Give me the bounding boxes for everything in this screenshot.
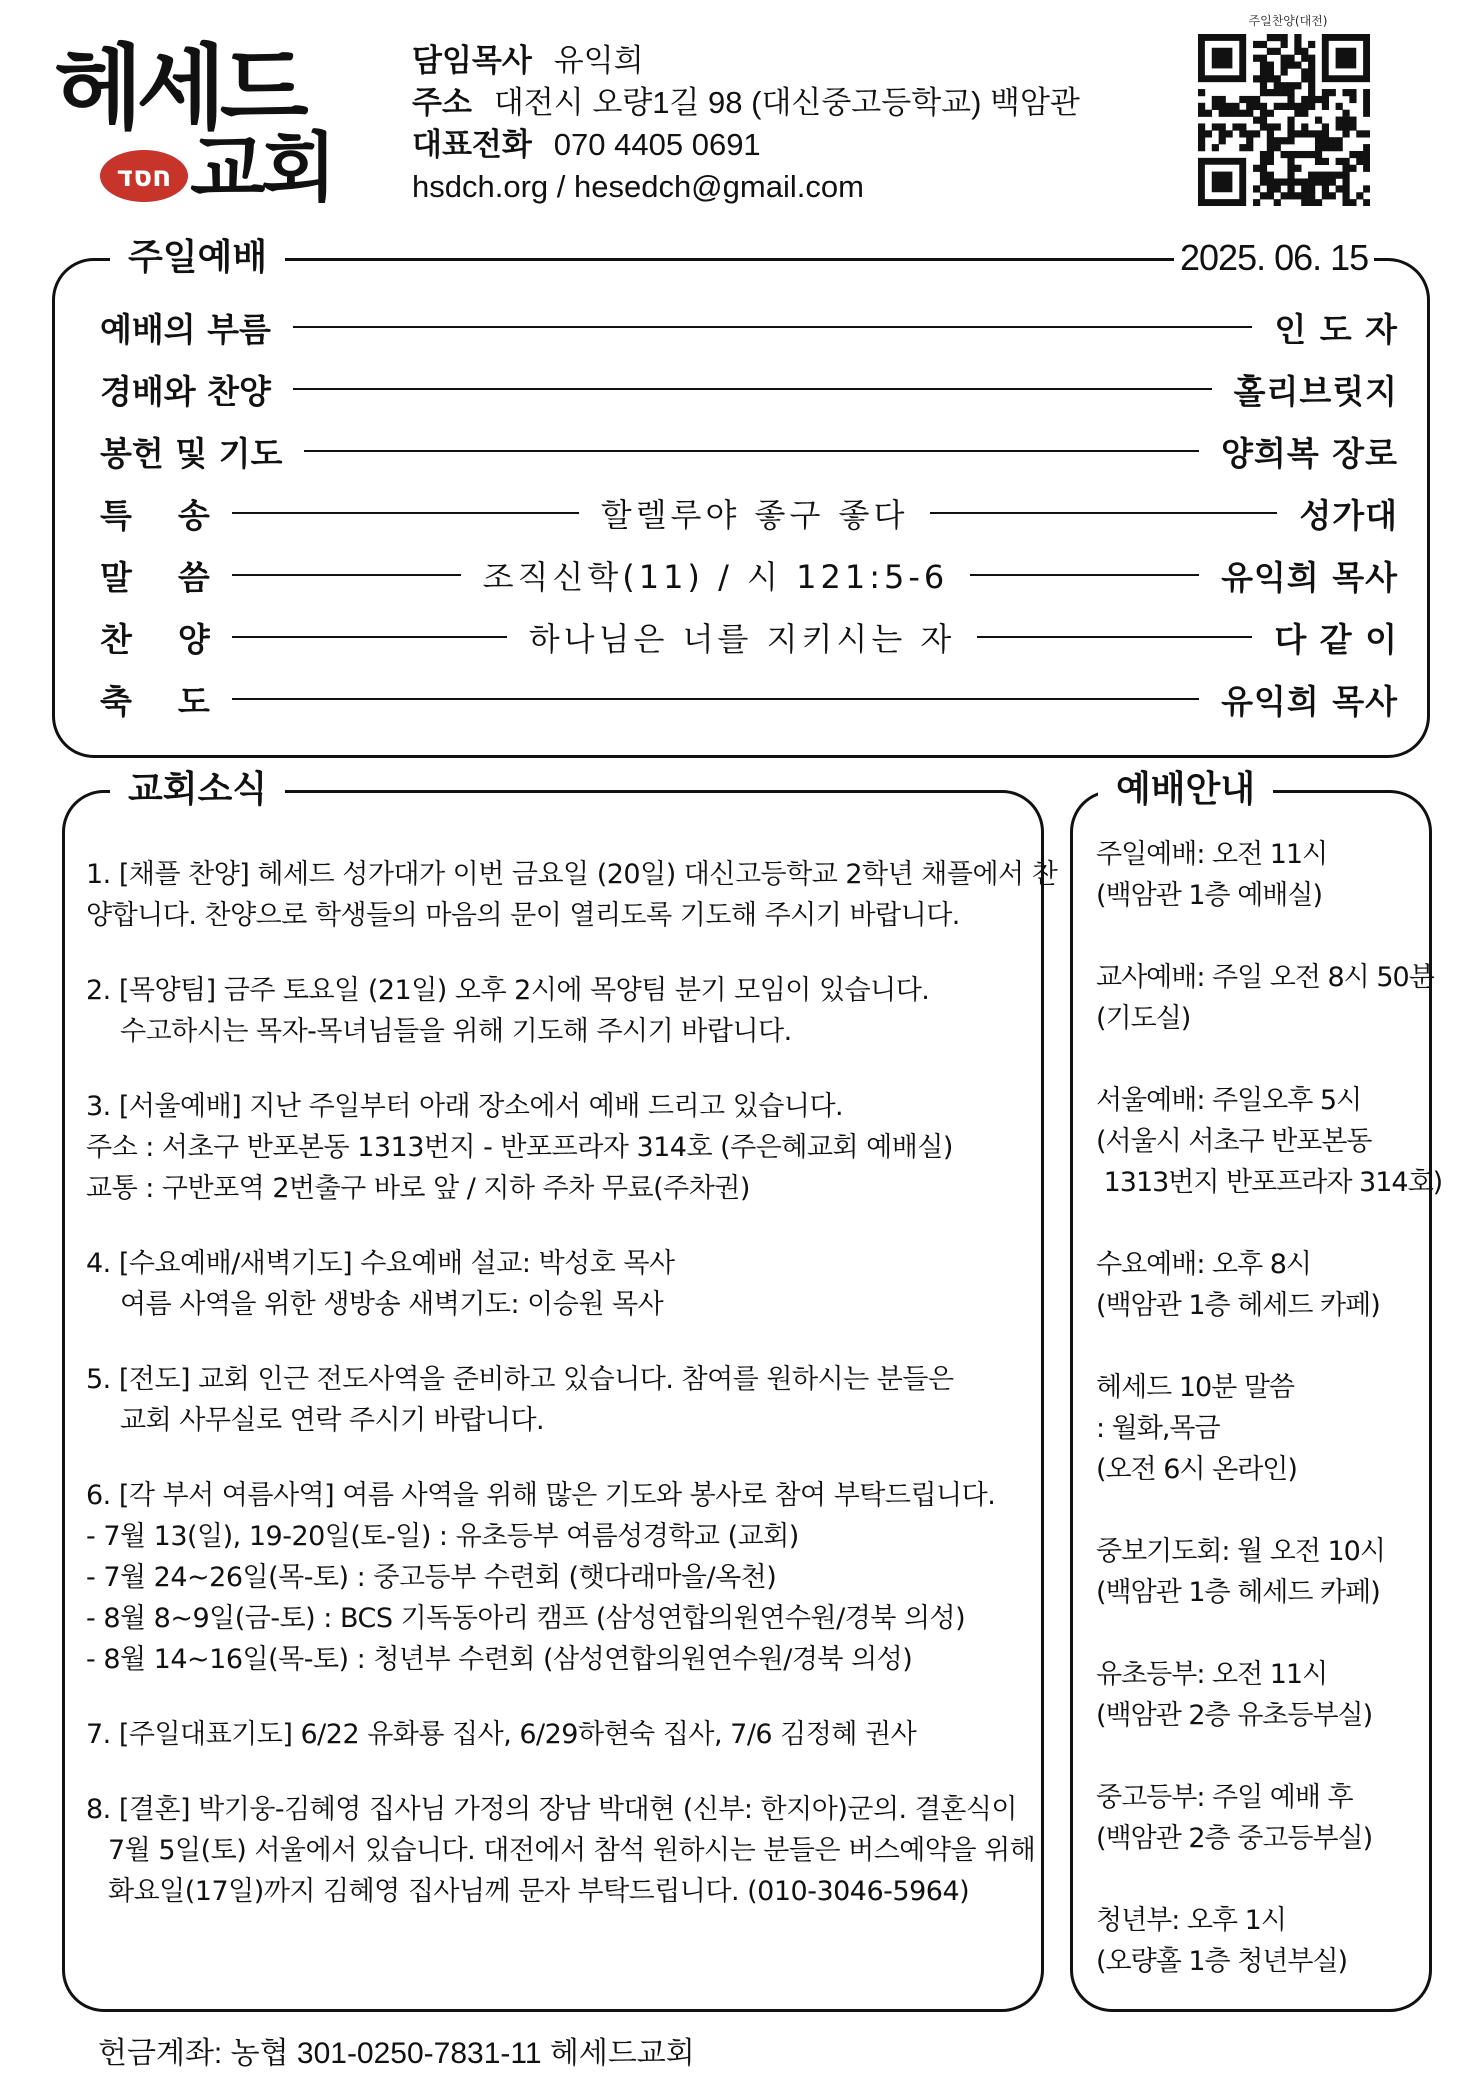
order-item-detail: 할렐루야 좋구 좋다 [600,496,909,534]
guide-item [1096,1777,1416,1859]
guide-item-line: (오전 6시 온라인) [1096,1454,1297,1485]
offering-account: 헌금계좌: 농협 301-0250-7831-11 헤세드교회 [98,2037,695,2070]
guide-item-line: 유초등부: 오전 11시 [1096,1659,1328,1690]
worship-title-rule [285,258,1175,260]
news-item-line: 양합니다. 찬양으로 학생들의 마음의 문이 열리도록 기도해 주시기 바랍니다. [86,900,960,931]
news-item [86,1359,1026,1441]
order-row [100,488,1398,538]
news-item-line: 화요일(17일)까지 김혜영 집사님께 문자 부탁드립니다. (010-3046-5964) [108,1876,970,1907]
address-row [412,82,1080,124]
pastor-name: 유익희 [553,43,644,78]
order-item-leader: 인 도 자 [1274,309,1398,349]
news-item-line: 수고하시는 목자-목녀님들을 위해 기도해 주시기 바랍니다. [120,1016,792,1047]
order-item-name: 경배와 찬양 [100,371,271,411]
pastor-row [412,40,1080,82]
order-rule [293,388,1212,390]
order-item-name: 말 씀 [100,557,210,597]
news-item-line: 7월 5일(토) 서울에서 있습니다. 대전에서 참석 원하시는 분들은 버스예약을 위해 [108,1835,1036,1866]
guide-item-line: 서울예배: 주일오후 5시 [1096,1085,1362,1116]
order-rule [232,512,579,514]
guide-title: 예배안내 [1098,768,1273,812]
phone-row [412,124,1080,166]
guide-item-line: 수요예배: 오후 8시 [1096,1249,1312,1280]
guide-list [1096,834,1443,2023]
news-item-line: 2. [목양팀] 금주 토요일 (21일) 오후 2시에 목양팀 분기 모임이 있습니다. [86,975,930,1006]
order-item-name: 봉헌 및 기도 [100,433,283,473]
qr-caption: 주일찬양(대전) [1248,14,1328,28]
order-item-leader: 성가대 [1299,495,1398,535]
order-item-name: 예배의 부름 [100,309,271,349]
worship-title: 주일예배 [110,236,285,280]
guide-item-line: (백암관 1층 헤세드 카페) [1096,1577,1380,1608]
guide-item-line: (백암관 2층 중고등부실) [1096,1823,1373,1854]
guide-item [1096,1080,1443,1203]
news-item-line: 4. [수요예배/새벽기도] 수요예배 설교: 박성호 목사 [86,1248,675,1279]
guide-item-line: 중고등부: 주일 예배 후 [1096,1782,1353,1813]
logo-line1: 헤세드 [54,35,303,142]
guide-item-line: : 월화,목금 [1096,1413,1220,1444]
news-item-line: 6. [각 부서 여름사역] 여름 사역을 위해 많은 기도와 봉사로 참여 부탁드립니다. [86,1480,996,1511]
guide-item-line: 교사예배: 주일 오전 8시 50분 [1096,962,1434,993]
guide-item [1096,1244,1416,1326]
order-item-name: 찬 양 [100,619,210,659]
guide-item-line: 주일예배: 오전 11시 [1096,839,1328,870]
news-list [86,854,1058,1946]
order-item-name: 특 송 [100,495,210,535]
church-info [412,40,1080,208]
order-row [100,426,1398,476]
order-rule [977,636,1252,638]
order-row [100,302,1398,352]
order-rule [970,574,1199,576]
news-item-line: 교회 사무실로 연락 주시기 바랍니다. [120,1405,545,1436]
news-item-line: - 7월 13(일), 19-20일(토-일) : 유초등부 여름성경학교 (교회) [86,1521,799,1552]
phone-label: 대표전화 [412,127,532,162]
address-label: 주소 [412,85,472,120]
order-item-leader: 다 같 이 [1274,619,1398,659]
news-item-line: 8. [결혼] 박기웅-김혜영 집사님 가정의 장남 박대현 (신부: 한지아)군의. 결혼식이 [86,1794,1018,1825]
guide-item [1096,957,1434,1039]
order-row [100,364,1398,414]
order-row [100,550,1398,600]
news-title: 교회소식 [110,768,285,812]
news-item-line: - 8월 14~16일(목-토) : 청년부 수련회 (삼성연합의원연수원/경북 의성) [86,1644,913,1675]
logo-line2: 교회 [190,125,333,203]
worship-date: 2025. 06. 15 [1174,236,1374,280]
news-item [86,1789,1036,1912]
order-item-name: 축 도 [100,681,210,721]
phone-value: 070 4405 0691 [553,127,761,162]
news-item-line: - 8월 8~9일(금-토) : BCS 기독동아리 캠프 (삼성연합의원연수원/경북 의성) [86,1603,966,1634]
order-item-detail: 하나님은 너를 지키시는 자 [528,620,956,658]
church-logo [52,28,372,203]
pastor-label: 담임목사 [412,43,532,78]
order-item-leader: 양희복 장로 [1221,433,1398,473]
news-item [86,1086,1026,1209]
qr-code-icon[interactable] [1198,34,1370,206]
news-item-line: 3. [서울예배] 지난 주일부터 아래 장소에서 예배 드리고 있습니다. [86,1091,844,1122]
guide-item [1096,1900,1416,1982]
guide-item-line: (백암관 1층 예배실) [1096,880,1322,911]
news-item-line: 1. [채플 찬양] 헤세드 성가대가 이번 금요일 (20일) 대신고등학교 2학년 채플에서 찬 [86,859,1058,890]
guide-item-line: (오량홀 1층 청년부실) [1096,1946,1348,1977]
order-item-leader: 유익희 목사 [1221,681,1398,721]
guide-item [1096,1654,1416,1736]
news-item [86,1243,1026,1325]
news-item [86,970,1026,1052]
news-item-line: 교통 : 구반포역 2번출구 바로 앞 / 지하 주차 무료(주차권) [86,1173,750,1204]
web-contact[interactable]: hsdch.org / hesedch@gmail.com [412,169,864,204]
guide-item-line: 청년부: 오후 1시 [1096,1905,1286,1936]
guide-item-line: 중보기도회: 월 오전 10시 [1096,1536,1385,1567]
news-item-line: 주소 : 서초구 반포본동 1313번지 - 반포프라자 314호 (주은혜교회 예배실) [86,1132,953,1163]
guide-item-line: (백암관 1층 헤세드 카페) [1096,1290,1380,1321]
news-item [86,1475,1026,1680]
order-rule [232,698,1199,700]
order-rule [304,450,1199,452]
order-item-leader: 유익희 목사 [1221,557,1398,597]
news-item [86,854,1058,936]
guide-item-line: 헤세드 10분 말씀 [1096,1372,1295,1403]
order-rule [930,512,1277,514]
address-value: 대전시 오량1길 98 (대신중고등학교) 백암관 [493,85,1080,120]
order-row [100,674,1398,724]
guide-item-line: 1313번지 반포프라자 314호) [1096,1167,1443,1198]
guide-item [1096,1531,1416,1613]
guide-item [1096,834,1416,916]
news-item-line: - 7월 24~26일(목-토) : 중고등부 수련회 (햇다래마을/옥천) [86,1562,777,1593]
guide-item-line: (백암관 2층 유초등부실) [1096,1700,1373,1731]
guide-item-line: (서울시 서초구 반포본동 [1096,1126,1372,1157]
guide-item-line: (기도실) [1096,1003,1191,1034]
order-row [100,612,1398,662]
news-item-line: 7. [주일대표기도] 6/22 유화룡 집사, 6/29하현숙 집사, 7/6 김정혜 권사 [86,1719,917,1750]
order-rule [232,636,507,638]
order-rule [293,326,1252,328]
news-item [86,1714,1026,1755]
guide-item [1096,1367,1416,1490]
news-item-line: 여름 사역을 위한 생방송 새벽기도: 이승원 목사 [120,1289,664,1320]
order-item-detail: 조직신학(11) / 시 121:5-6 [482,558,949,596]
news-item-line: 5. [전도] 교회 인근 전도사역을 준비하고 있습니다. 참여를 원하시는 분들은 [86,1364,954,1395]
order-rule [232,574,461,576]
order-item-leader: 홀리브릿지 [1233,371,1398,411]
logo-seal-text: חסד [116,160,172,193]
